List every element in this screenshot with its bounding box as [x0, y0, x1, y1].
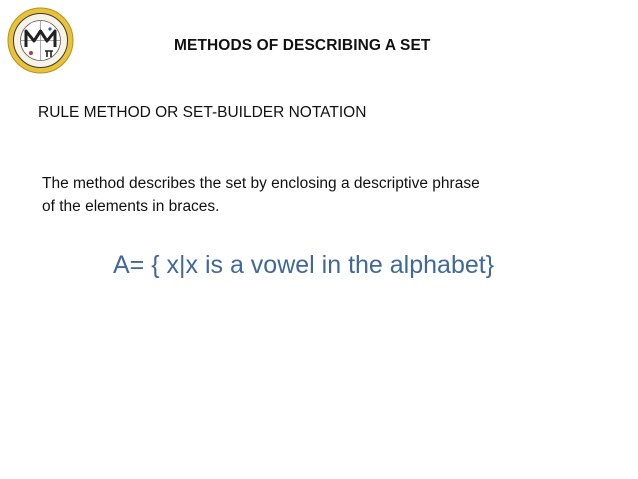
description-paragraph — [42, 172, 622, 218]
section-heading: RULE METHOD OR SET-BUILDER NOTATION — [38, 104, 367, 121]
set-builder-formula: A= { x|x is a vowel in the alphabet} — [113, 251, 495, 279]
slide-title: METHODS OF DESCRIBING A SET — [174, 37, 431, 54]
seal-logo-icon — [7, 7, 74, 74]
description-line: of the elements in braces. — [42, 198, 220, 215]
description-line: The method describes the set by enclosing a descriptive phrase — [42, 175, 480, 192]
